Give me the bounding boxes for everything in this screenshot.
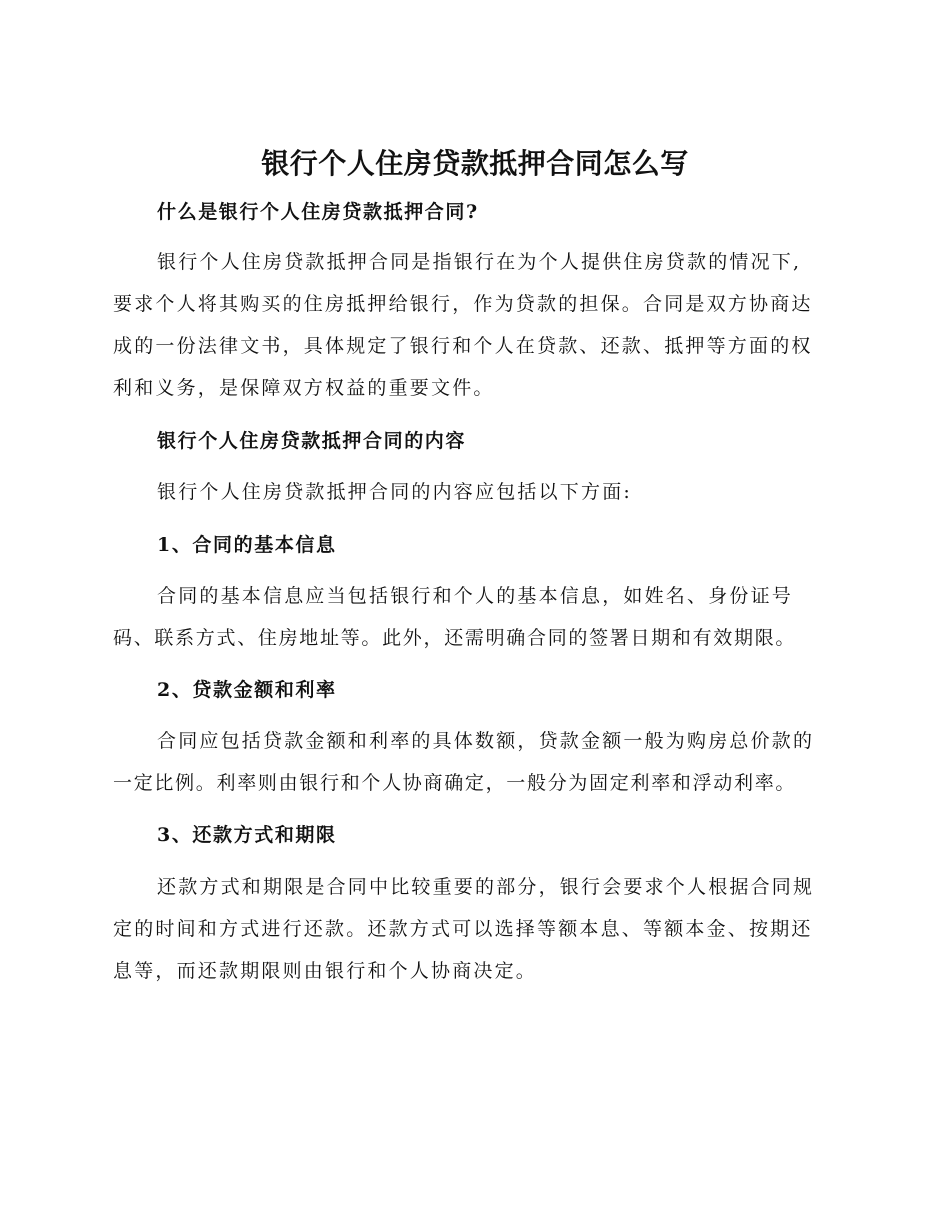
section-paragraph [113,866,833,992]
section-heading: 1、合同的基本信息 [157,534,337,556]
section-heading: 3、还款方式和期限 [157,824,337,846]
paragraph-line: 合同应包括贷款金额和利率的具体数额，贷款金额一般为购房总价款的 [157,730,815,752]
paragraph-line: 成的一份法律文书，具体规定了银行和个人在贷款、还款、抵押等方面的权 [113,335,813,357]
paragraph-line: 还款方式和期限是合同中比较重要的部分，银行会要求个人根据合同规 [157,876,815,898]
paragraph-line: 码、联系方式、住房地址等。此外，还需明确合同的签署日期和有效期限。 [113,627,797,649]
section-heading: 什么是银行个人住房贷款抵押合同? [157,201,479,223]
section-paragraph [113,471,833,513]
section-paragraph [113,575,833,659]
document-title: 银行个人住房贷款抵押合同怎么写 [261,147,689,180]
paragraph-line: 要求个人将其购买的住房抵押给银行，作为贷款的担保。合同是双方协商达 [113,293,813,315]
section-heading: 银行个人住房贷款抵押合同的内容 [157,430,467,452]
section-paragraph [113,720,833,804]
paragraph-line: 银行个人住房贷款抵押合同是指银行在为个人提供住房贷款的情况下, [157,251,802,273]
paragraph-line: 银行个人住房贷款抵押合同的内容应包括以下方面: [157,481,633,503]
section-paragraph [113,241,833,409]
paragraph-line: 息等，而还款期限则由银行和个人协商决定。 [113,960,538,982]
paragraph-line: 利和义务，是保障双方权益的重要文件。 [113,377,495,399]
paragraph-line: 定的时间和方式进行还款。还款方式可以选择等额本息、等额本金、按期还 [113,918,813,940]
paragraph-line: 合同的基本信息应当包括银行和个人的基本信息，如姓名、身份证号 [157,585,794,607]
section-heading: 2、贷款金额和利率 [157,679,337,701]
paragraph-line: 一定比例。利率则由银行和个人协商确定，一般分为固定利率和浮动利率。 [113,772,797,794]
